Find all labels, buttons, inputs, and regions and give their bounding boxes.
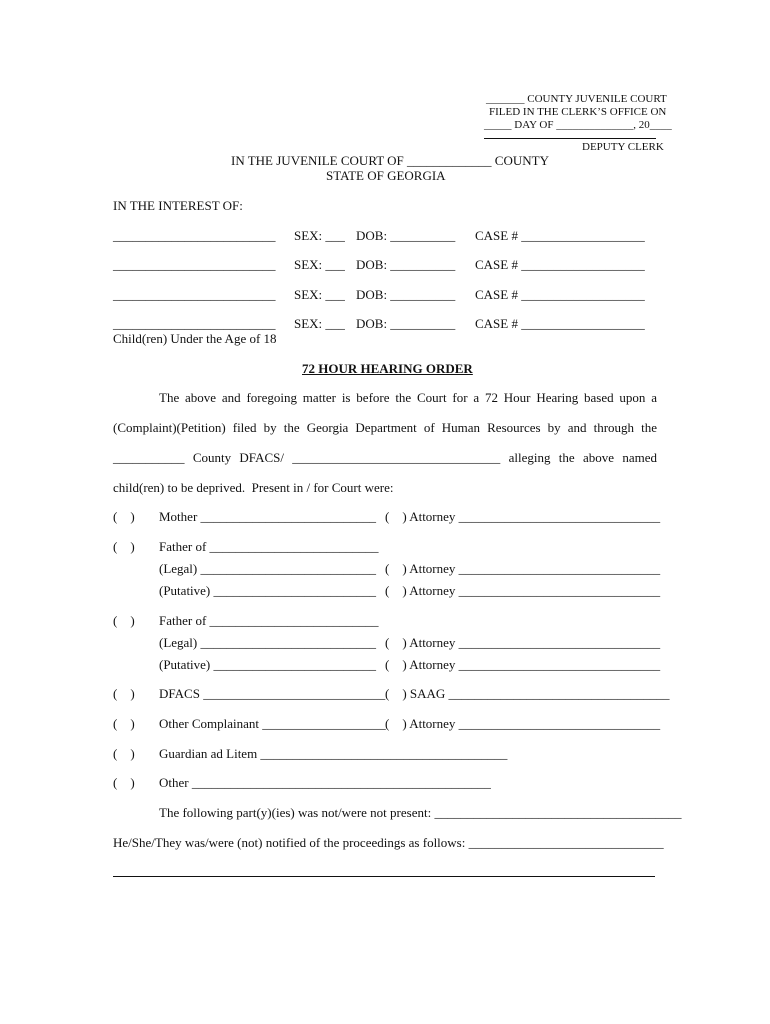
child-sex-field[interactable]: SEX: ___ xyxy=(294,257,345,272)
children-caption: Child(ren) Under the Age of 18 xyxy=(113,331,277,346)
child-name-field[interactable]: _________________________ xyxy=(113,257,276,272)
father2-field[interactable]: Father of __________________________ xyxy=(159,613,379,628)
body-line-1: The above and foregoing matter is before the Court for a 72 Hour Hearing based upon a xyxy=(159,390,657,405)
father2-putative-attorney-field[interactable]: ( ) Attorney _______________________________ xyxy=(385,657,661,672)
father1-checkbox[interactable]: ( ) xyxy=(113,539,135,554)
child-dob-field[interactable]: DOB: __________ xyxy=(356,257,456,272)
filing-date-line: _____ DAY OF ______________, 20____ xyxy=(484,119,672,131)
dfacs-field[interactable]: DFACS ____________________________ xyxy=(159,686,386,701)
other-complainant-checkbox[interactable]: ( ) xyxy=(113,716,135,731)
gal-checkbox[interactable]: ( ) xyxy=(113,746,135,761)
child-dob-field[interactable]: DOB: __________ xyxy=(356,316,456,331)
father1-putative-field[interactable]: (Putative) _________________________ xyxy=(159,583,377,598)
court-heading: IN THE JUVENILE COURT OF _____________ COUNTY xyxy=(231,153,549,168)
child-name-field[interactable]: _________________________ xyxy=(113,287,276,302)
guardian-ad-litem-field[interactable]: Guardian ad Litem ______________________________________ xyxy=(159,746,508,761)
child-case-field[interactable]: CASE # ___________________ xyxy=(475,228,645,243)
child-sex-field[interactable]: SEX: ___ xyxy=(294,316,345,331)
father2-putative-field[interactable]: (Putative) _________________________ xyxy=(159,657,377,672)
filing-county-line: _______ COUNTY JUVENILE COURT xyxy=(486,93,667,105)
child-sex-field[interactable]: SEX: ___ xyxy=(294,287,345,302)
notification-continuation-line[interactable] xyxy=(113,876,655,877)
child-name-field[interactable]: _________________________ xyxy=(113,316,276,331)
not-present-field[interactable]: The following part(y)(ies) was not/were not present: ______________________________________ xyxy=(159,805,682,820)
child-case-field[interactable]: CASE # ___________________ xyxy=(475,287,645,302)
body-line-4: child(ren) to be deprived. Present in / for Court were: xyxy=(113,480,394,495)
father1-field[interactable]: Father of __________________________ xyxy=(159,539,379,554)
child-dob-field[interactable]: DOB: __________ xyxy=(356,228,456,243)
other-checkbox[interactable]: ( ) xyxy=(113,775,135,790)
father1-putative-attorney-field[interactable]: ( ) Attorney _______________________________ xyxy=(385,583,661,598)
state-heading: STATE OF GEORGIA xyxy=(326,168,446,183)
other-field[interactable]: Other ______________________________________________ xyxy=(159,775,491,790)
father1-legal-attorney-field[interactable]: ( ) Attorney _______________________________ xyxy=(385,561,661,576)
child-case-field[interactable]: CASE # ___________________ xyxy=(475,257,645,272)
order-title: 72 HOUR HEARING ORDER xyxy=(302,361,473,376)
father2-checkbox[interactable]: ( ) xyxy=(113,613,135,628)
clerk-signature-line xyxy=(484,138,656,139)
deputy-clerk-label: DEPUTY CLERK xyxy=(582,141,664,153)
child-case-field[interactable]: CASE # ___________________ xyxy=(475,316,645,331)
dfacs-checkbox[interactable]: ( ) xyxy=(113,686,135,701)
other-complainant-attorney-field[interactable]: ( ) Attorney _______________________________ xyxy=(385,716,661,731)
mother-attorney-field[interactable]: ( ) Attorney _______________________________ xyxy=(385,509,661,524)
child-sex-field[interactable]: SEX: ___ xyxy=(294,228,345,243)
body-line-2: (Complaint)(Petition) filed by the Georgia Department of Human Resources by and through the xyxy=(113,420,657,435)
interest-of-label: IN THE INTEREST OF: xyxy=(113,198,243,213)
mother-checkbox[interactable]: ( ) xyxy=(113,509,135,524)
father2-legal-field[interactable]: (Legal) ___________________________ xyxy=(159,635,377,650)
body-line-3: ___________ County DFACS/ ________________________________ alleging the above named xyxy=(113,450,657,465)
father2-legal-attorney-field[interactable]: ( ) Attorney _______________________________ xyxy=(385,635,661,650)
father1-legal-field[interactable]: (Legal) ___________________________ xyxy=(159,561,377,576)
mother-field[interactable]: Mother ___________________________ xyxy=(159,509,377,524)
notified-field[interactable]: He/She/They was/were (not) notified of the proceedings as follows: ______________________________ xyxy=(113,835,664,850)
saag-field[interactable]: ( ) SAAG __________________________________ xyxy=(385,686,670,701)
other-complainant-field[interactable]: Other Complainant ___________________ xyxy=(159,716,386,731)
child-name-field[interactable]: _________________________ xyxy=(113,228,276,243)
filing-clerk-office-line: FILED IN THE CLERK’S OFFICE ON xyxy=(489,106,667,118)
child-dob-field[interactable]: DOB: __________ xyxy=(356,287,456,302)
